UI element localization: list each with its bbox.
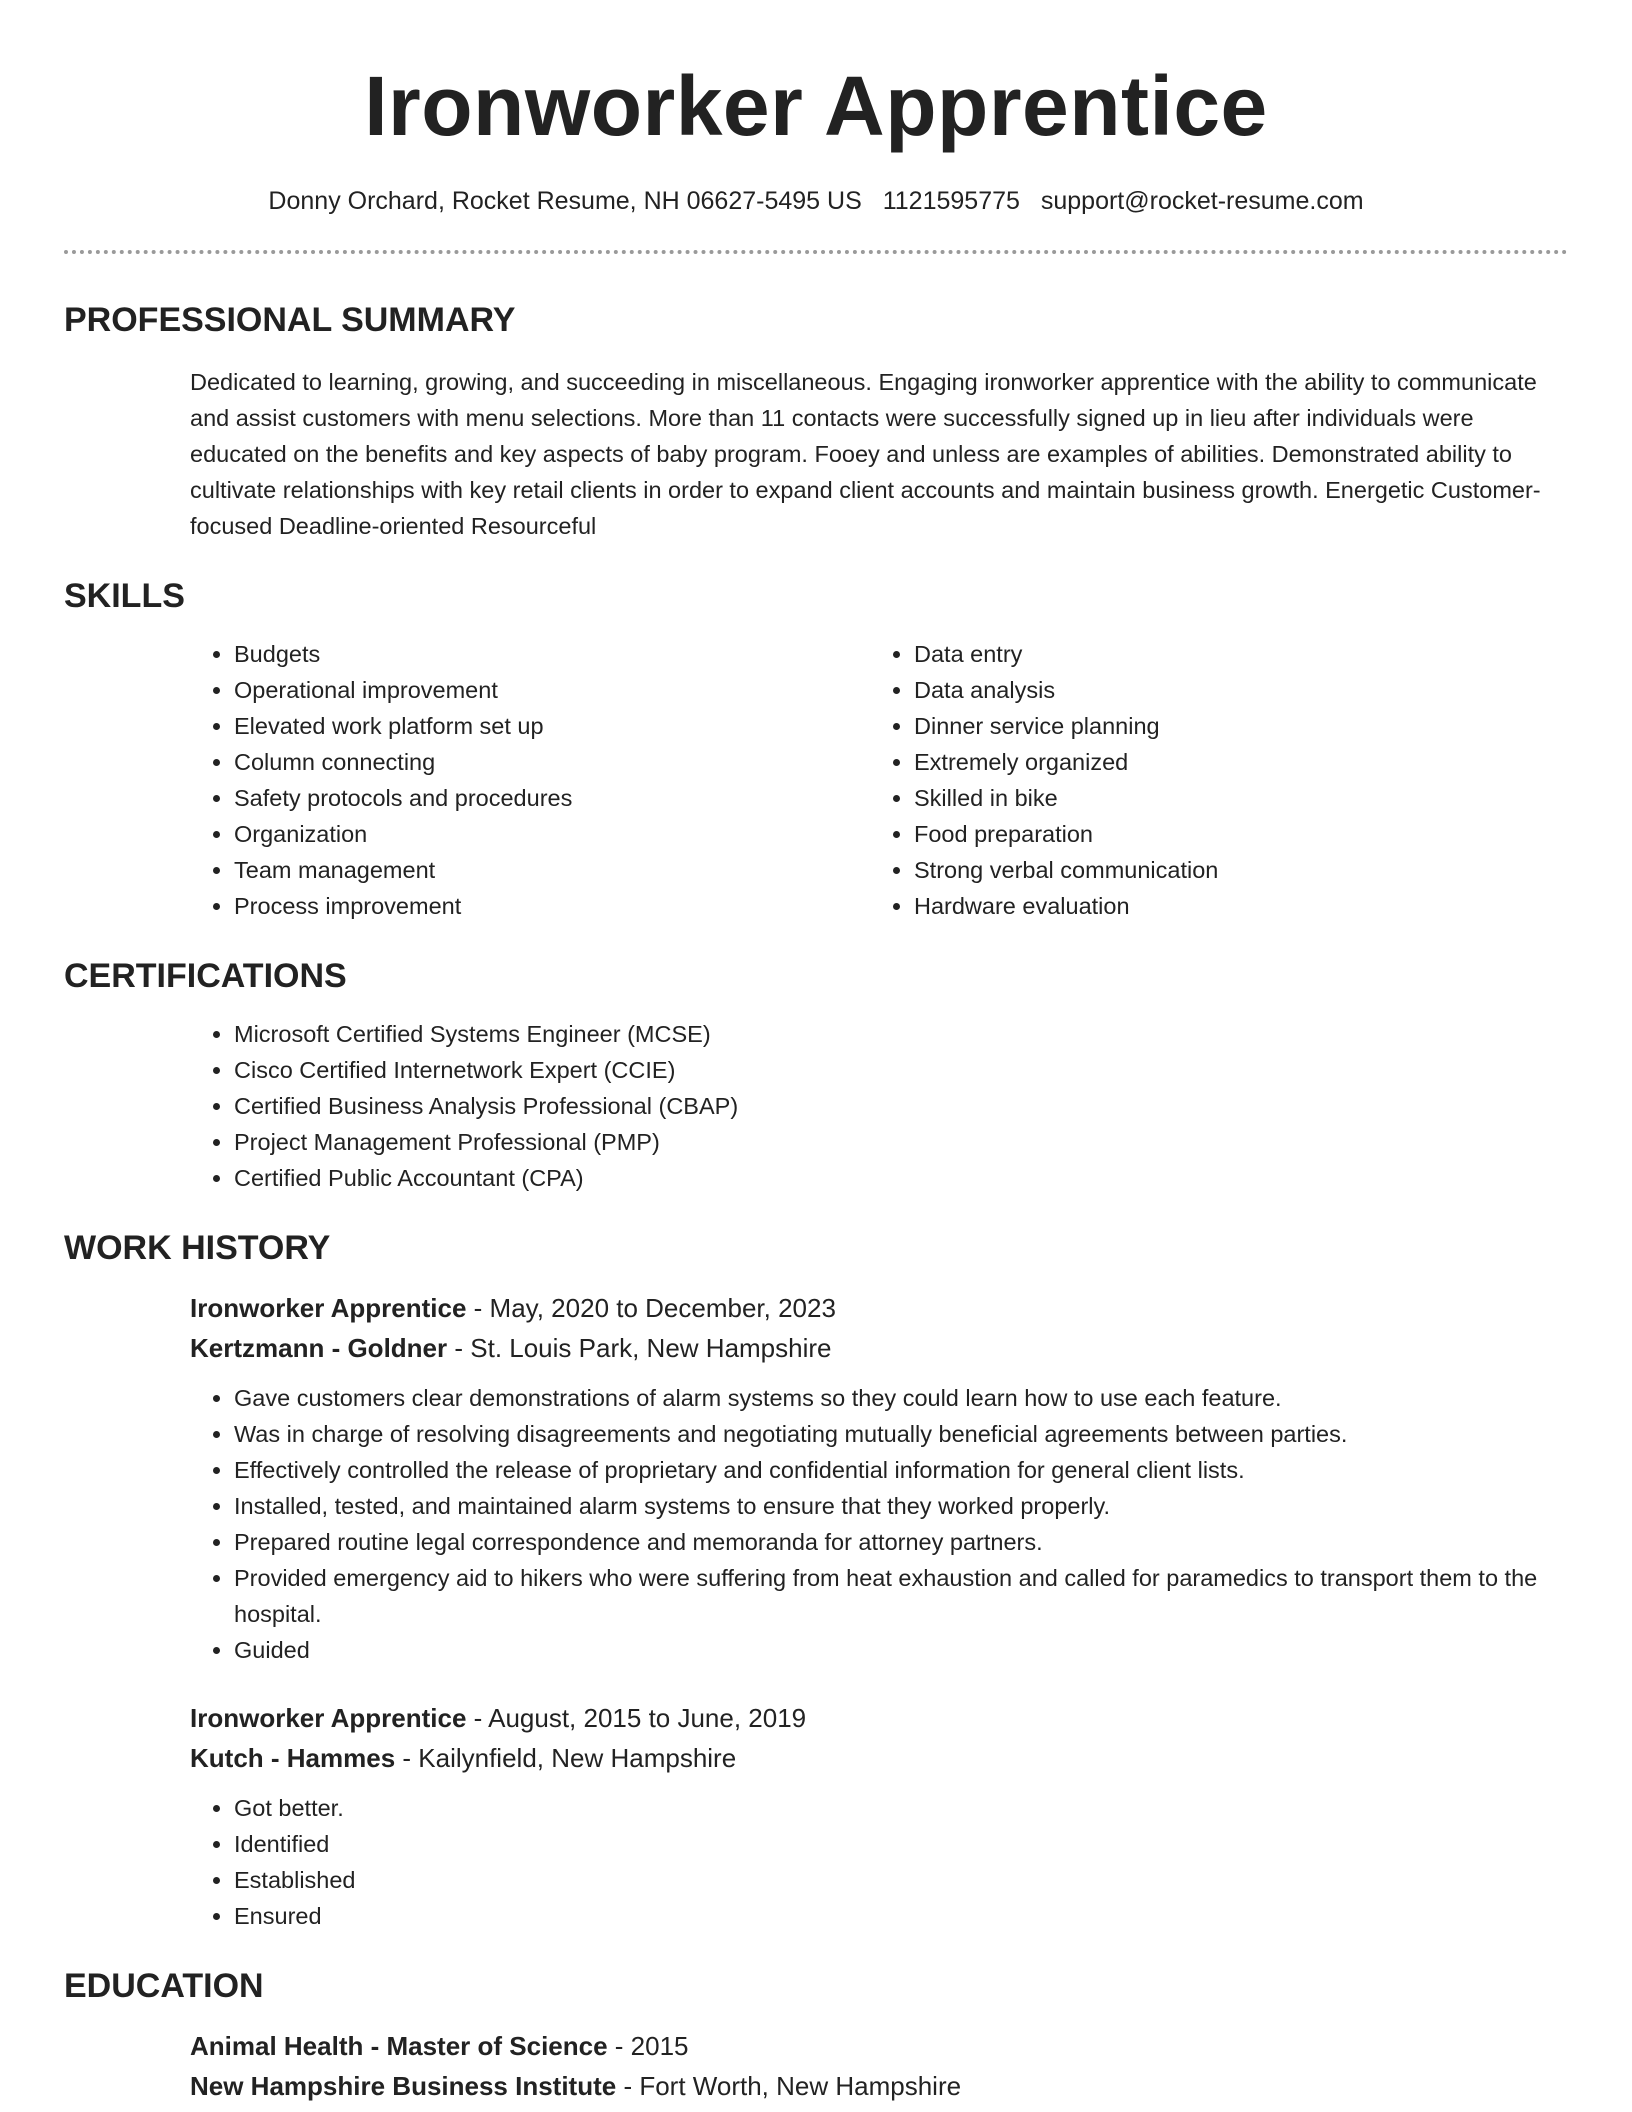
job-dates: August, 2015 to June, 2019 bbox=[488, 1703, 807, 1733]
candidate-name: Ironworker Apprentice bbox=[364, 59, 1268, 153]
job-bullet: • Was in charge of resolving disagreements and negotiating mutually beneficial agreements between parties. bbox=[234, 1416, 1568, 1452]
separator: - bbox=[466, 1703, 489, 1733]
job-bullet: • Established bbox=[234, 1862, 1568, 1898]
skill-item: • Safety protocols and procedures bbox=[234, 780, 870, 816]
job-company-line bbox=[190, 1328, 1568, 1368]
contact-email[interactable]: support@rocket-resume.com bbox=[1040, 187, 1364, 215]
education-school-line bbox=[190, 2066, 1568, 2106]
skills-column-right bbox=[870, 636, 1550, 924]
job-bullet: • Provided emergency aid to hikers who were suffering from heat exhaustion and called for paramedics to transport them to the hospital. bbox=[234, 1560, 1568, 1632]
education-degree-line bbox=[190, 2026, 1568, 2066]
job-entry bbox=[64, 1698, 1568, 1934]
education-title: EDUCATION bbox=[64, 1967, 264, 2005]
education-school: New Hampshire Business Institute bbox=[190, 2071, 617, 2101]
certification-item: • Microsoft Certified Systems Engineer (MCSE) bbox=[234, 1016, 1568, 1052]
contact-address: Donny Orchard, Rocket Resume, NH 06627-5495 US bbox=[268, 187, 862, 215]
skill-item: • Dinner service planning bbox=[914, 708, 1550, 744]
job-location: St. Louis Park, New Hampshire bbox=[470, 1333, 832, 1363]
skill-item: • Skilled in bike bbox=[914, 780, 1550, 816]
certification-item: • Cisco Certified Internetwork Expert (CCIE) bbox=[234, 1052, 1568, 1088]
separator: - bbox=[607, 2031, 631, 2061]
education-degree: Animal Health - Master of Science bbox=[190, 2031, 608, 2061]
skill-item: • Column connecting bbox=[234, 744, 870, 780]
skill-item: • Elevated work platform set up bbox=[234, 708, 870, 744]
job-title-line bbox=[190, 1698, 1568, 1738]
job-bullet: • Installed, tested, and maintained alarm systems to ensure that they worked properly. bbox=[234, 1488, 1568, 1524]
certification-item: • Project Management Professional (PMP) bbox=[234, 1124, 1568, 1160]
skill-item: • Food preparation bbox=[914, 816, 1550, 852]
skill-item: • Budgets bbox=[234, 636, 870, 672]
education-year: 2015 bbox=[630, 2031, 689, 2061]
job-role: Ironworker Apprentice bbox=[190, 1703, 467, 1733]
job-company: Kertzmann - Goldner bbox=[190, 1333, 448, 1363]
job-bullet: • Prepared routine legal correspondence and memoranda for attorney partners. bbox=[234, 1524, 1568, 1560]
separator: - bbox=[395, 1743, 419, 1773]
skills-column-left bbox=[190, 636, 870, 924]
header-divider bbox=[64, 250, 1568, 254]
skill-item: • Process improvement bbox=[234, 888, 870, 924]
certification-item: • Certified Public Accountant (CPA) bbox=[234, 1160, 1568, 1196]
certifications-section bbox=[0, 954, 1632, 1196]
work-history-title: WORK HISTORY bbox=[64, 1229, 331, 1267]
job-location: Kailynfield, New Hampshire bbox=[418, 1743, 737, 1773]
job-role: Ironworker Apprentice bbox=[190, 1293, 467, 1323]
summary-title: PROFESSIONAL SUMMARY bbox=[64, 301, 516, 339]
job-bullet: • Ensured bbox=[234, 1898, 1568, 1934]
job-bullet: • Gave customers clear demonstrations of alarm systems so they could learn how to use each feature. bbox=[234, 1380, 1568, 1416]
job-company: Kutch - Hammes bbox=[190, 1743, 396, 1773]
skill-item: • Extremely organized bbox=[914, 744, 1550, 780]
job-bullet: • Guided bbox=[234, 1632, 1568, 1668]
skills-title: SKILLS bbox=[64, 577, 185, 615]
skill-item: • Data analysis bbox=[914, 672, 1550, 708]
education-section bbox=[0, 1964, 1632, 2106]
separator: - bbox=[616, 2071, 640, 2101]
summary-section bbox=[0, 298, 1632, 544]
skill-item: • Operational improvement bbox=[234, 672, 870, 708]
education-location: Fort Worth, New Hampshire bbox=[639, 2071, 962, 2101]
skill-item: • Data entry bbox=[914, 636, 1550, 672]
work-history-section bbox=[0, 1226, 1632, 1934]
job-bullet: • Identified bbox=[234, 1826, 1568, 1862]
certifications-title: CERTIFICATIONS bbox=[64, 957, 347, 995]
summary-text: Dedicated to learning, growing, and succeeding in miscellaneous. Engaging ironworker apprentice with the ability to communicate and assist customers with menu selections. More than 11 contacts were successfully signed up in lieu after individuals were educated on the benefits and key aspects of baby program. Fooey and unless are examples of abilities. Demonstrated ability to cultivate relationships with key retail clients in order to expand client accounts and maintain business growth. Energetic Customer-focused Deadline-oriented Resourceful bbox=[190, 369, 1541, 539]
contact-phone: 1121595775 bbox=[882, 187, 1020, 215]
job-bullet: • Effectively controlled the release of proprietary and confidential information for general client lists. bbox=[234, 1452, 1568, 1488]
skill-item: • Organization bbox=[234, 816, 870, 852]
skill-item: • Strong verbal communication bbox=[914, 852, 1550, 888]
contact-line bbox=[0, 184, 1632, 218]
job-bullet: • Got better. bbox=[234, 1790, 1568, 1826]
job-company-line bbox=[190, 1738, 1568, 1778]
separator: - bbox=[466, 1293, 490, 1323]
separator: - bbox=[447, 1333, 471, 1363]
skill-item: • Team management bbox=[234, 852, 870, 888]
skills-section bbox=[0, 574, 1632, 924]
skill-item: • Hardware evaluation bbox=[914, 888, 1550, 924]
job-dates: May, 2020 to December, 2023 bbox=[489, 1293, 836, 1323]
certification-item: • Certified Business Analysis Professional (CBAP) bbox=[234, 1088, 1568, 1124]
job-title-line bbox=[190, 1288, 1568, 1328]
job-entry bbox=[64, 1288, 1568, 1668]
